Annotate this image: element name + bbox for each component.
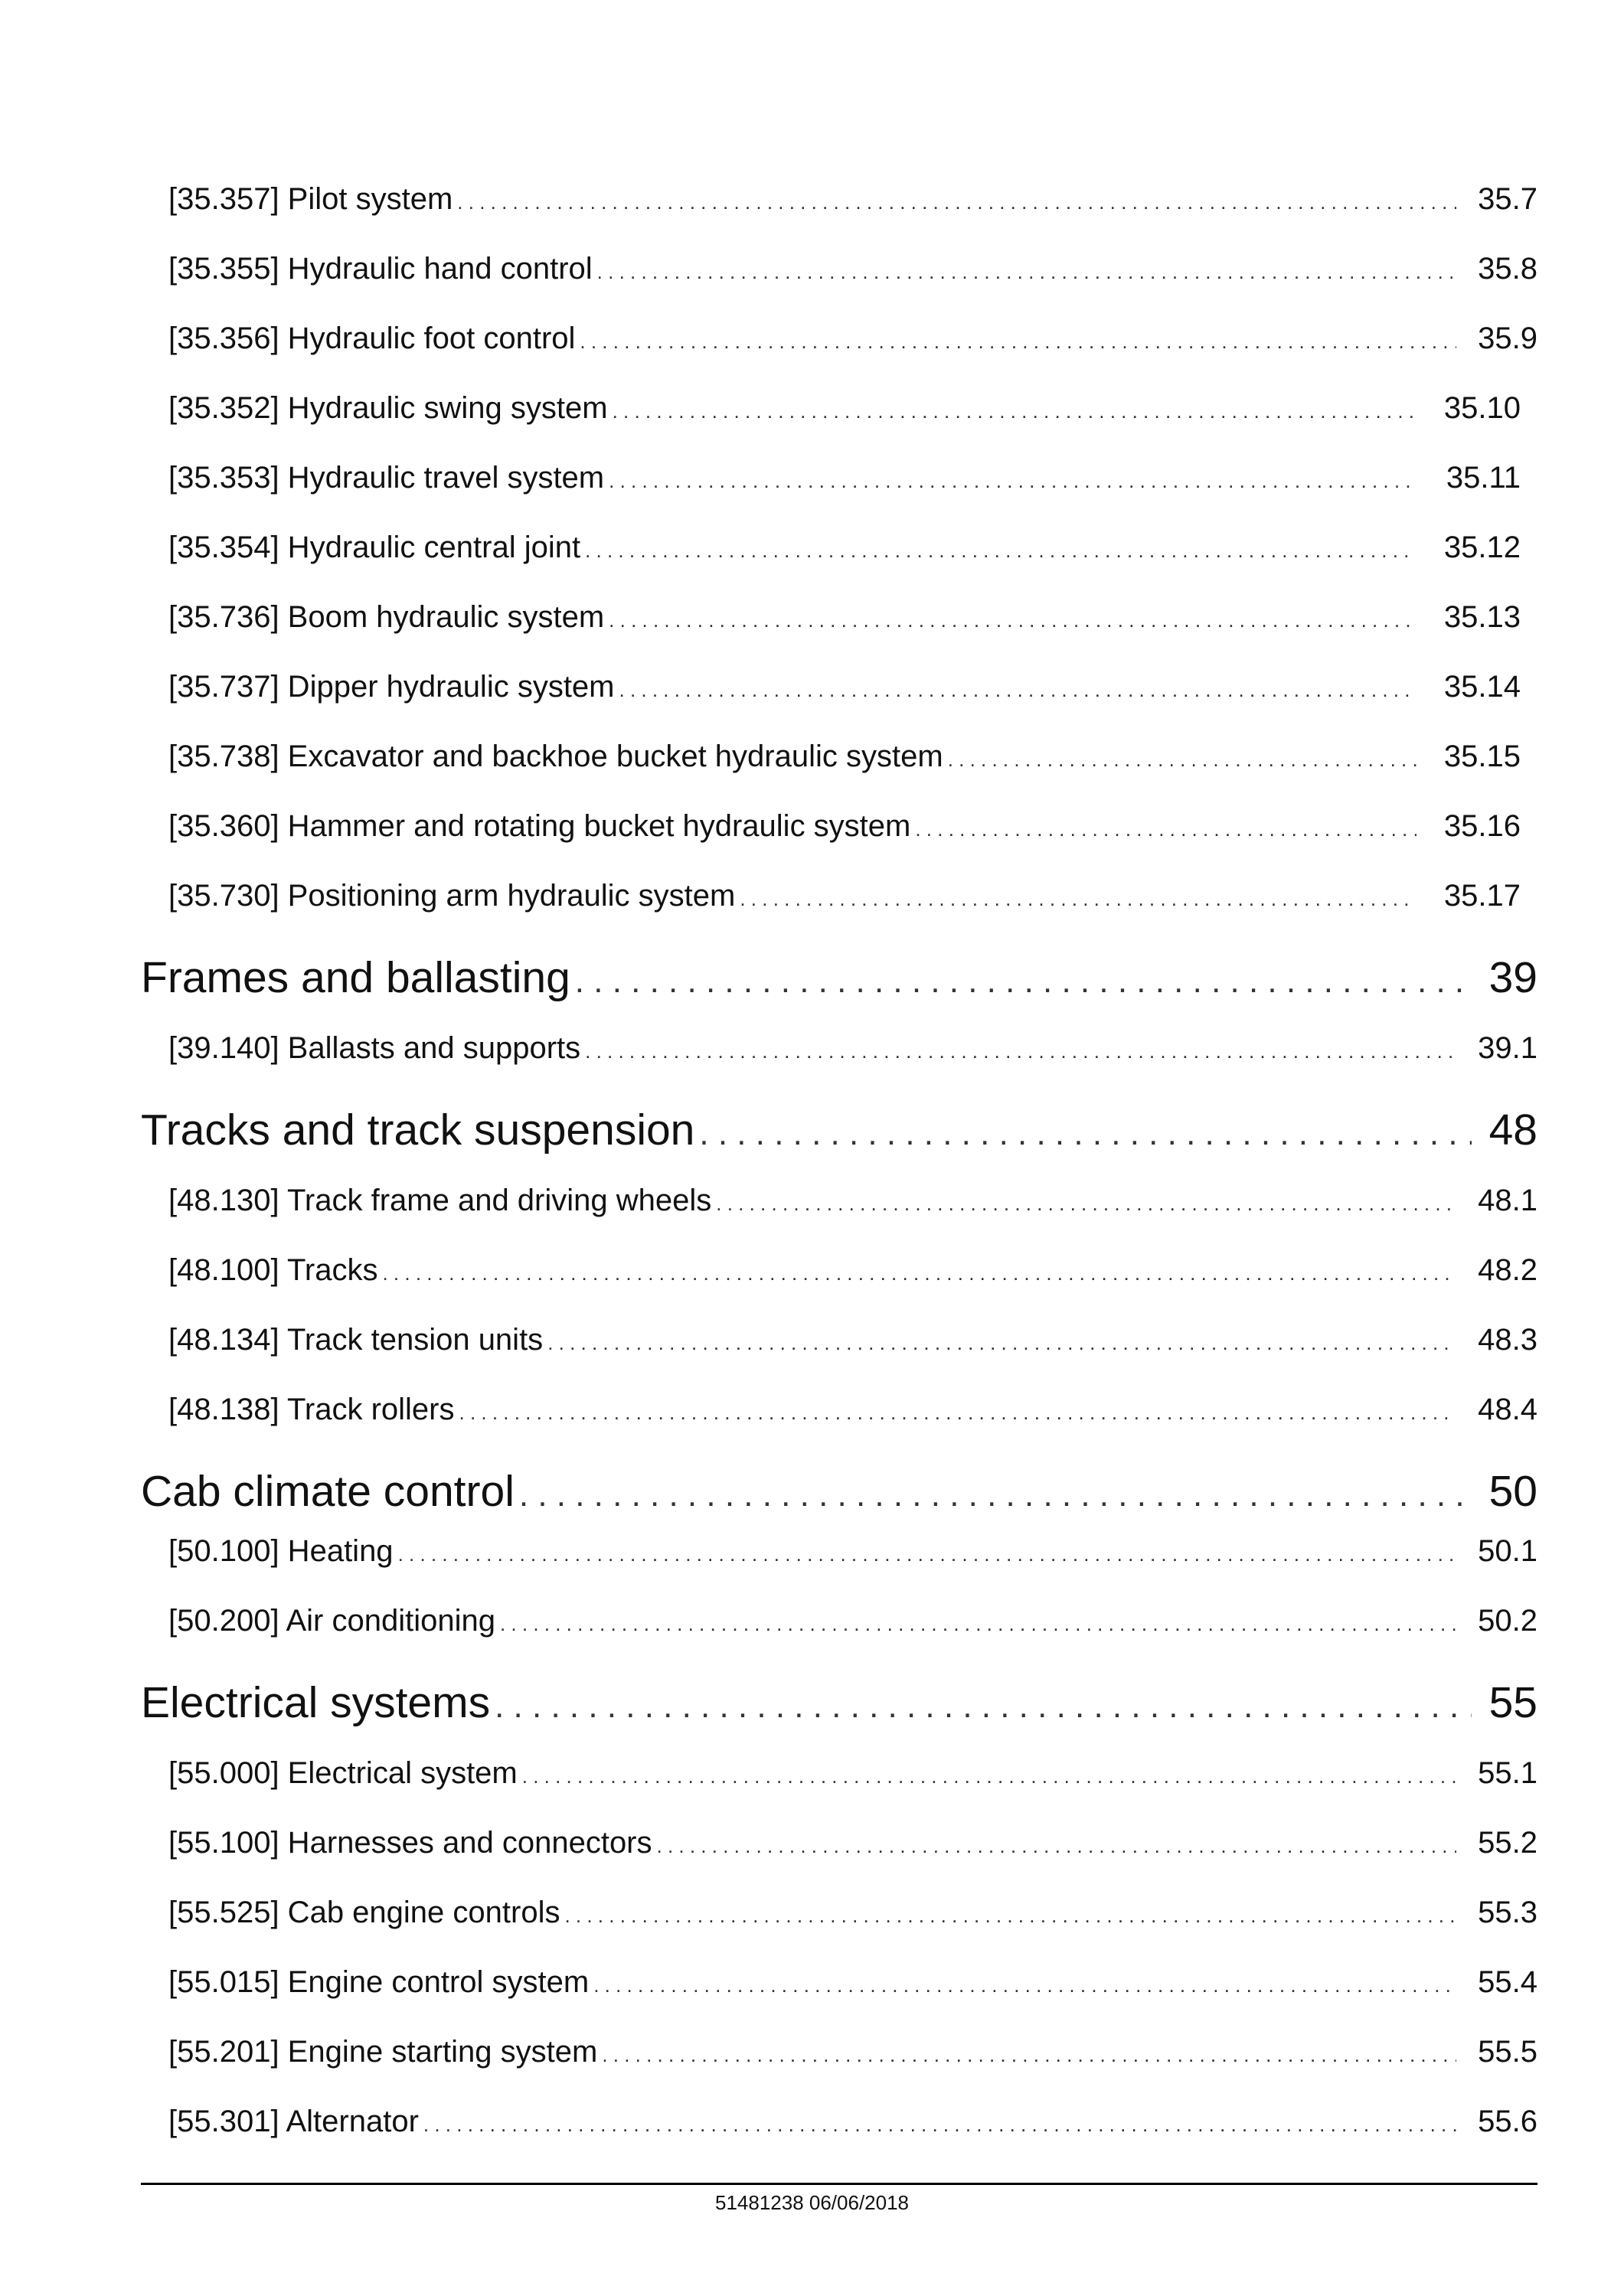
toc-entry-label: [35.355] Hydraulic hand control: [168, 252, 593, 286]
toc-section-label: Frames and ballasting: [141, 953, 570, 1002]
toc-entry-35-352[interactable]: [141, 377, 1537, 447]
toc-entry-label: [48.134] Track tension units: [168, 1323, 544, 1357]
footer-doc-id: 51481238 06/06/2018: [714, 2191, 910, 2214]
toc-entry-label: [55.525] Cab engine controls: [168, 1896, 560, 1929]
dot-leader: [619, 659, 1417, 720]
toc-entry-page: 35.13: [1443, 600, 1521, 634]
dot-leader: [522, 1746, 1456, 1807]
toc-entry-page: 55.1: [1478, 1756, 1537, 1790]
toc-entry-page: 35.14: [1443, 670, 1521, 704]
toc-entry-39-140[interactable]: [141, 1017, 1537, 1087]
dot-leader: [575, 939, 1472, 1024]
footer-rule: [141, 2183, 1537, 2185]
toc-entry-page: 48.3: [1478, 1323, 1537, 1357]
toc-section-label: Cab climate control: [141, 1467, 515, 1516]
dot-leader: [613, 380, 1417, 442]
toc-entry-label: [39.140] Ballasts and supports: [168, 1031, 581, 1065]
dot-leader: [593, 1955, 1456, 2016]
toc-entry-55-201[interactable]: [141, 2021, 1537, 2091]
toc-entry-35-360[interactable]: [141, 795, 1537, 865]
toc-section-page: 48: [1488, 1106, 1537, 1155]
dot-leader: [398, 1524, 1456, 1585]
dot-leader: [740, 868, 1417, 929]
toc-entry-55-525[interactable]: [141, 1882, 1537, 1951]
toc-entry-35-730[interactable]: [141, 865, 1537, 935]
toc-entry-label: [35.353] Hydraulic travel system: [168, 461, 605, 495]
dot-leader: [382, 1243, 1456, 1304]
dot-leader: [716, 1173, 1456, 1234]
toc-entry-label: [48.138] Track rollers: [168, 1393, 455, 1426]
dot-leader: [457, 171, 1456, 233]
dot-leader: [500, 1593, 1456, 1654]
toc-section-page: 50: [1488, 1467, 1537, 1516]
toc-entry-label: [35.360] Hammer and rotating bucket hydraulic system: [168, 809, 911, 843]
toc-entry-page: 48.2: [1478, 1253, 1537, 1287]
toc-entry-35-353[interactable]: [141, 447, 1537, 517]
table-of-contents: [141, 168, 1537, 2160]
dot-leader: [423, 2094, 1456, 2155]
toc-entry-55-000[interactable]: [141, 1742, 1537, 1812]
toc-section-page: 55: [1488, 1678, 1537, 1727]
toc-entry-label: [35.352] Hydraulic swing system: [168, 391, 608, 425]
toc-entry-55-301[interactable]: [141, 2091, 1537, 2160]
toc-entry-page: 55.6: [1478, 2105, 1537, 2138]
toc-entry-50-100[interactable]: [141, 1520, 1537, 1590]
dot-leader: [547, 1312, 1456, 1373]
toc-section-page: 39: [1488, 953, 1537, 1002]
toc-entry-label: [35.738] Excavator and backhoe bucket hydraulic system: [168, 740, 943, 773]
toc-entry-page: 35.17: [1443, 879, 1521, 913]
toc-entry-35-354[interactable]: [141, 517, 1537, 586]
toc-entry-label: [35.354] Hydraulic central joint: [168, 531, 581, 564]
toc-entry-page: 35.9: [1478, 322, 1537, 355]
toc-entry-label: [55.000] Electrical system: [168, 1756, 518, 1790]
dot-leader: [915, 799, 1417, 860]
toc-entry-label: [35.736] Boom hydraulic system: [168, 600, 605, 634]
dot-leader: [699, 1091, 1472, 1177]
toc-section-frames-ballasting[interactable]: [141, 935, 1537, 1017]
toc-entry-label: [48.100] Tracks: [168, 1253, 378, 1287]
toc-section-electrical[interactable]: [141, 1660, 1537, 1742]
toc-entry-page: 35.8: [1478, 252, 1537, 286]
toc-entry-label: [48.130] Track frame and driving wheels: [168, 1184, 712, 1217]
toc-entry-label: [35.730] Positioning arm hydraulic system: [168, 879, 736, 913]
toc-entry-label: [35.357] Pilot system: [168, 182, 453, 216]
toc-entry-page: 35.12: [1443, 531, 1521, 564]
dot-leader: [609, 590, 1417, 651]
toc-entry-35-356[interactable]: [141, 308, 1537, 377]
dot-leader: [495, 1664, 1472, 1749]
toc-entry-page: 55.2: [1478, 1826, 1537, 1860]
toc-entry-page: 35.11: [1446, 461, 1521, 495]
dot-leader: [585, 1021, 1456, 1082]
toc-entry-label: [35.356] Hydraulic foot control: [168, 322, 576, 355]
toc-entry-50-200[interactable]: [141, 1590, 1537, 1660]
toc-entry-page: 35.16: [1443, 809, 1521, 843]
toc-entry-48-130[interactable]: [141, 1170, 1537, 1239]
toc-entry-page: 39.1: [1478, 1031, 1537, 1065]
toc-entry-page: 48.4: [1478, 1393, 1537, 1426]
toc-entry-page: 35.10: [1443, 391, 1521, 425]
dot-leader: [580, 311, 1456, 372]
toc-section-cab-climate[interactable]: [141, 1448, 1537, 1520]
toc-entry-page: 35.7: [1478, 182, 1537, 216]
toc-entry-label: [50.100] Heating: [168, 1534, 394, 1568]
dot-leader: [585, 520, 1417, 581]
toc-entry-label: [55.015] Engine control system: [168, 1965, 590, 1999]
toc-section-tracks-suspension[interactable]: [141, 1087, 1537, 1170]
toc-entry-35-737[interactable]: [141, 656, 1537, 726]
toc-entry-page: 50.1: [1478, 1534, 1537, 1568]
toc-entry-label: [55.201] Engine starting system: [168, 2035, 598, 2069]
toc-section-label: Electrical systems: [141, 1678, 491, 1727]
dot-leader: [564, 1885, 1456, 1946]
dot-leader: [602, 2024, 1456, 2085]
toc-entry-55-015[interactable]: [141, 1951, 1537, 2021]
dot-leader: [657, 1815, 1456, 1876]
toc-entry-35-357[interactable]: [141, 168, 1537, 238]
toc-entry-label: [35.737] Dipper hydraulic system: [168, 670, 615, 704]
toc-entry-page: 55.3: [1478, 1896, 1537, 1929]
dot-leader: [459, 1382, 1457, 1443]
toc-entry-48-138[interactable]: [141, 1379, 1537, 1448]
dot-leader: [597, 241, 1456, 302]
toc-entry-page: 48.1: [1478, 1184, 1537, 1217]
toc-entry-page: 35.15: [1443, 740, 1521, 773]
toc-entry-page: 55.4: [1478, 1965, 1537, 1999]
toc-entry-35-738[interactable]: [141, 726, 1537, 795]
toc-entry-page: 50.2: [1478, 1604, 1537, 1638]
toc-entry-label: [55.100] Harnesses and connectors: [168, 1826, 652, 1860]
toc-entry-48-100[interactable]: [141, 1239, 1537, 1309]
dot-leader: [609, 450, 1417, 511]
toc-entry-48-134[interactable]: [141, 1309, 1537, 1379]
toc-entry-label: [50.200] Air conditioning: [168, 1604, 495, 1638]
toc-entry-35-355[interactable]: [141, 238, 1537, 308]
toc-entry-label: [55.301] Alternator: [168, 2105, 419, 2138]
dot-leader: [948, 729, 1417, 790]
toc-entry-page: 55.5: [1478, 2035, 1537, 2069]
toc-entry-35-736[interactable]: [141, 586, 1537, 656]
toc-section-label: Tracks and track suspension: [141, 1106, 695, 1155]
toc-entry-55-100[interactable]: [141, 1812, 1537, 1882]
